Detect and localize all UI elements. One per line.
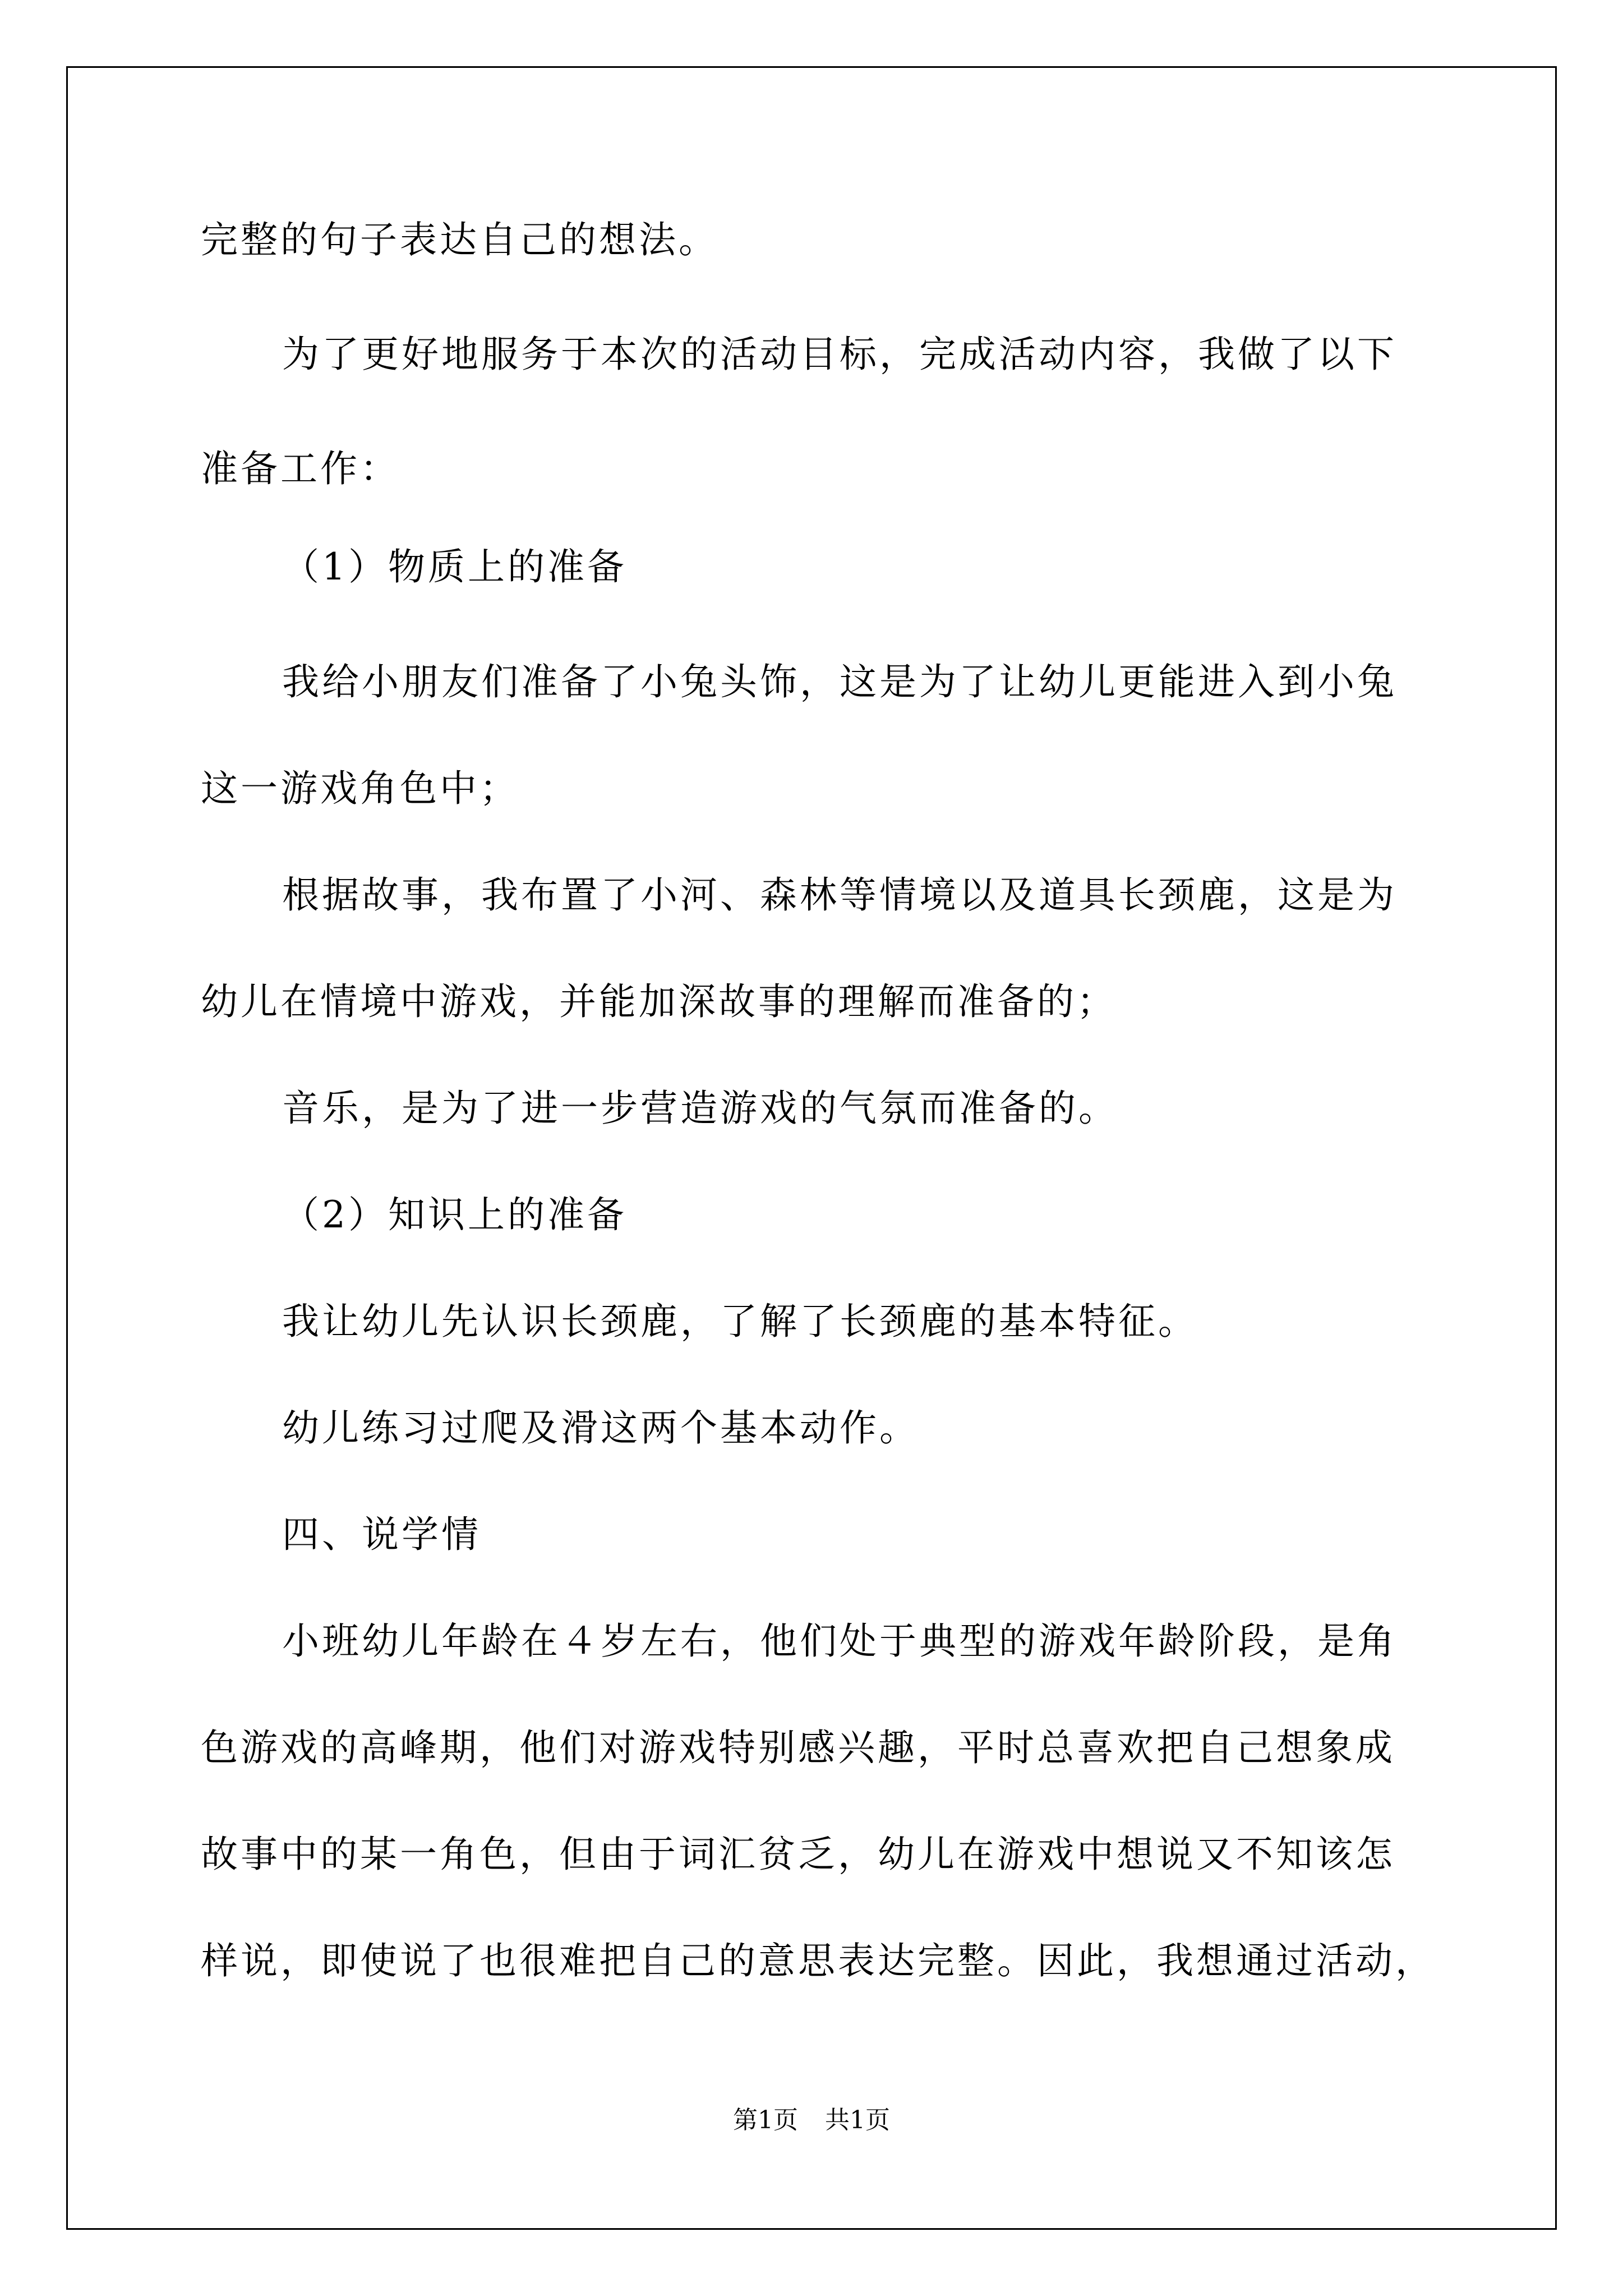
paragraph-line: 我给小朋友们准备了小兔头饰，这是为了让幼儿更能进入到小兔 [282,660,1397,703]
paragraph-line: 音乐，是为了进一步营造游戏的气氛而准备的。 [282,1087,1118,1130]
page-total: 共1页 [825,2106,890,2134]
text-line: 色游戏的高峰期，他们对游戏特别感兴趣，平时总喜欢把自己想象成 [201,1726,1395,1769]
text-line: 样说，即使说了也很难把自己的意思表达完整。因此，我想通过活动， [201,1939,1435,1982]
section-heading: （2）知识上的准备 [282,1193,627,1236]
text-line: 准备工作： [201,447,400,490]
text-line: 幼儿在情境中游戏，并能加深故事的理解而准备的； [201,980,1117,1023]
paragraph-line: 为了更好地服务于本次的活动目标，完成活动内容，我做了以下 [282,333,1397,376]
paragraph-line: 幼儿练习过爬及滑这两个基本动作。 [282,1406,919,1450]
section-heading: 四、说学情 [282,1513,481,1556]
paragraph-line: 我让幼儿先认识长颈鹿，了解了长颈鹿的基本特征。 [282,1300,1198,1343]
paragraph-line: 小班幼儿年龄在４岁左右，他们处于典型的游戏年龄阶段，是角 [282,1619,1397,1663]
paragraph-line: 根据故事，我布置了小河、森林等情境以及道具长颈鹿，这是为 [282,873,1397,917]
section-heading: （1）物质上的准备 [282,545,627,588]
text-line: 故事中的某一角色，但由于词汇贫乏，幼儿在游戏中想说又不知该怎 [201,1833,1395,1876]
page-footer [0,2105,1623,2136]
text-line: 完整的句子表达自己的想法。 [201,218,718,261]
text-line: 这一游戏角色中； [201,767,519,810]
page-frame [66,66,1557,2230]
page-current: 第1页 [733,2106,798,2134]
